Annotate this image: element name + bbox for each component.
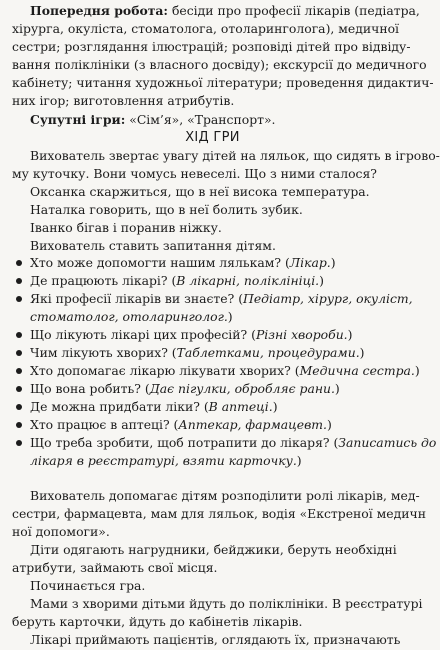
question-9: Хто працює в аптеці? (Аптекар, фармацевт.) <box>30 417 332 432</box>
bullet-icon <box>16 386 22 392</box>
prep-line-6: них ігор; виготовлення атрибутів. <box>12 93 235 108</box>
bullet-icon <box>16 260 22 266</box>
bullet-icon <box>16 368 22 374</box>
prep-label: Попередня робота: <box>30 3 168 18</box>
roles-line-1: Вихователь допомагає дітям розподілити ролі лікарів, мед- <box>30 488 420 503</box>
question-8: Де можна придбати ліки? (В аптеці.) <box>30 399 278 414</box>
question-3: Які професії лікарів ви знаєте? (Педіатр, хірург, окуліст, <box>30 291 413 306</box>
prep-line-4: вання поліклініки (з власного досвіду); екскурсії до медичного <box>12 57 427 72</box>
related-games: Супутні ігри: «Сім’я», «Транспорт». <box>30 112 276 127</box>
intro-line-2: му куточку. Вони чомусь невеселі. Що з ними сталося? <box>12 166 377 181</box>
bullet-icon <box>16 278 22 284</box>
question-1: Хто може допомогти нашим лялькам? (Лікар.) <box>30 255 336 270</box>
intro-line-4: Наталка говорить, що в неї болить зубик. <box>30 202 303 217</box>
question-5: Чим лікують хворих? (Таблетками, процедурами.) <box>30 345 365 360</box>
question-2: Де працюють лікарі? (В лікарні, поліклініці.) <box>30 273 324 288</box>
roles-line-4: Діти одягають нагрудники, бейджики, беруть необхідні <box>30 542 397 557</box>
roles-line-9: Лікарі приймають пацієнтів, оглядають їх, призначають <box>30 632 401 647</box>
question-7: Що вона робить? (Дає пігулки, обробляє рани.) <box>30 381 340 396</box>
games-label: Супутні ігри: <box>30 112 126 127</box>
intro-line-5: Іванко бігав і поранив ніжку. <box>30 220 222 235</box>
prep-line-2: хірурга, окуліста, стоматолога, отоларинголога), медичної <box>12 21 400 36</box>
roles-line-7: Мами з хворими дітьми йдуть до поліклініки. В реєстратурі <box>30 596 423 611</box>
question-10-cont: лікаря в реєстратурі, взяти карточку.) <box>30 453 302 468</box>
prep-line-3: сестри; розглядання ілюстрацій; розповіді дітей про відвіду- <box>12 39 411 54</box>
intro-line-3: Оксанка скаржиться, що в неї висока температура. <box>30 184 370 199</box>
bullet-icon <box>16 422 22 428</box>
roles-line-3: ної допомоги». <box>12 524 110 539</box>
intro-line-1: Вихователь звертає увагу дітей на ляльок, що сидять в ігрово- <box>30 148 440 163</box>
bullet-icon <box>16 332 22 338</box>
question-10: Що треба зробити, щоб потрапити до лікаря? (Записатись до <box>30 435 437 450</box>
roles-line-5: атрибути, займають свої місця. <box>12 560 218 575</box>
bullet-icon <box>16 404 22 410</box>
roles-line-2: сестри, фармацевта, мам для ляльок, водія «Екстреної медичн <box>12 506 426 521</box>
section-heading: ХІД ГРИ <box>185 130 240 145</box>
bullet-icon <box>16 440 22 446</box>
question-6: Хто допомагає лікарю лікувати хворих? (Медична сестра.) <box>30 363 420 378</box>
intro-line-6: Вихователь ставить запитання дітям. <box>30 238 276 253</box>
prep-line-5: кабінету; читання художньої літератури; проведення дидактич- <box>12 75 434 90</box>
bullet-icon <box>16 296 22 302</box>
bullet-icon <box>16 350 22 356</box>
question-3-cont: стоматолог, отоларинголог.) <box>30 309 233 324</box>
roles-line-6: Починається гра. <box>30 578 146 593</box>
roles-line-8: беруть карточки, йдуть до кабінетів лікарів. <box>12 614 303 629</box>
question-4: Що лікують лікарі цих професій? (Різні хвороби.) <box>30 327 353 342</box>
prep-line-1: Попередня робота: бесіди про професії лікарів (педіатра, <box>30 3 420 18</box>
